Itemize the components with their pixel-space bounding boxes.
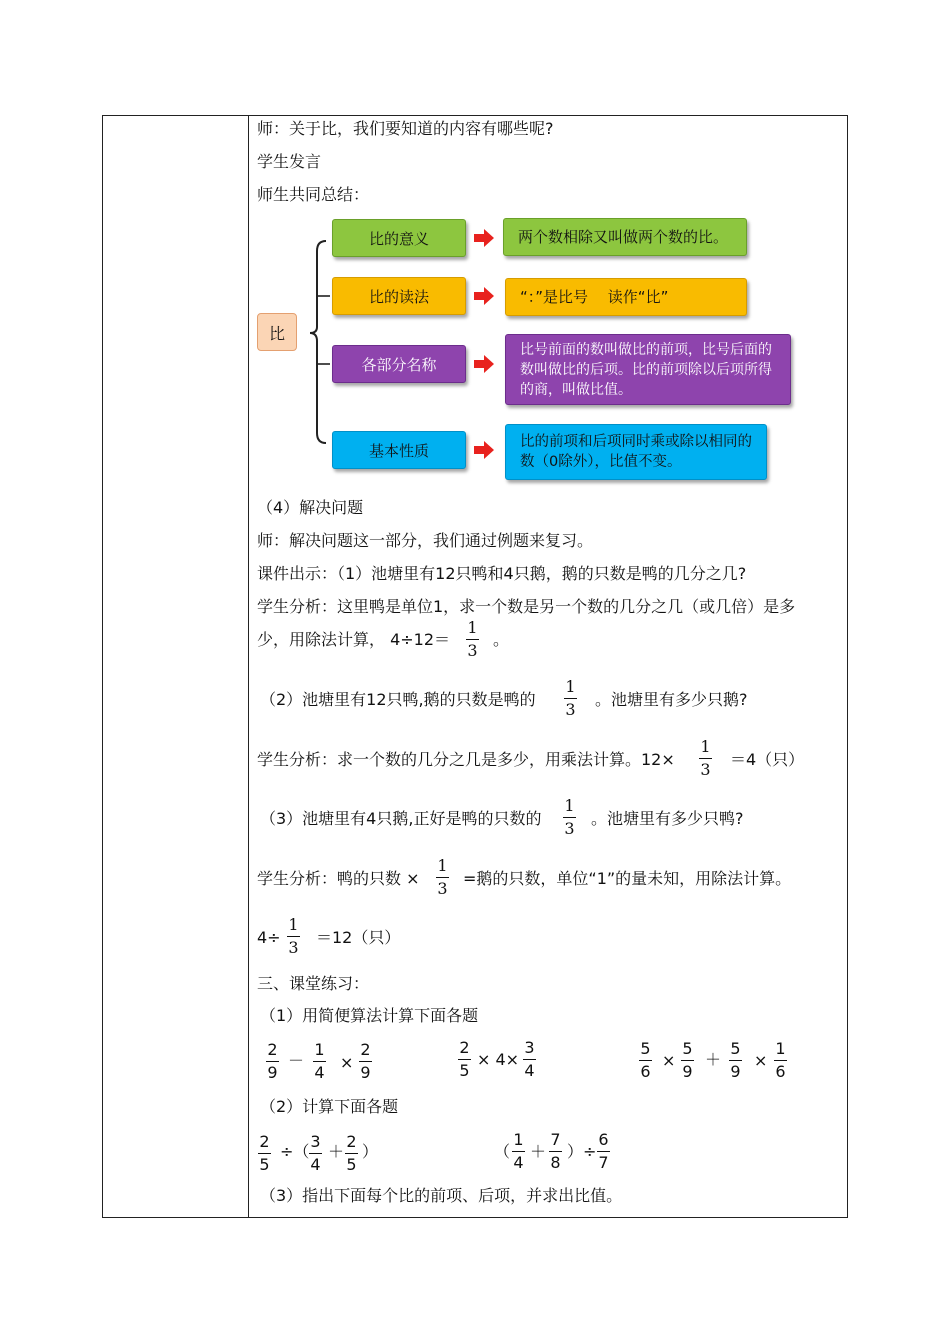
fraction: 3 4 xyxy=(310,1132,321,1174)
fraction: 5 9 xyxy=(682,1039,693,1081)
arrow-right-icon xyxy=(474,229,494,247)
analysis-3-part1: 学生分析：鸭的只数 × xyxy=(257,869,420,888)
desc-property: 比的前项和后项同时乘或除以相同的数（0除外），比值不变。 xyxy=(505,424,767,480)
example-2-part1: （2）池塘里有12只鸭,鹅的只数是鸭的 xyxy=(260,690,536,709)
operator: ＋ xyxy=(530,1142,547,1161)
analysis-3-calc-part2: ＝12（只） xyxy=(316,928,401,947)
analysis-2-part1: 学生分析：求一个数的几分之几是多少，用乘法计算。12× xyxy=(257,750,675,769)
fraction-one-third: 1 3 xyxy=(288,915,299,957)
section-practice: 三、课堂练习： xyxy=(257,974,370,993)
operator: （ xyxy=(494,1142,511,1161)
fraction: 7 8 xyxy=(550,1130,561,1172)
diagram-root: 比 xyxy=(257,313,297,351)
analysis-2-part2: ＝4（只） xyxy=(730,750,805,769)
analysis-3-calc-part1: 4÷ xyxy=(257,928,281,947)
operator: × 4× xyxy=(477,1050,520,1069)
analysis-1-period: 。 xyxy=(493,630,510,649)
example-3-part2: 。池塘里有多少只鸭? xyxy=(591,809,744,828)
fraction: 2 5 xyxy=(346,1132,357,1174)
example-2-part2: 。池塘里有多少只鹅? xyxy=(595,690,748,709)
teacher-intro: 师：解决问题这一部分，我们通过例题来复习。 xyxy=(257,531,594,550)
fraction: 2 5 xyxy=(459,1038,470,1080)
operator: ÷（ xyxy=(280,1142,310,1161)
operator: × xyxy=(754,1051,768,1070)
arrow-right-icon xyxy=(474,441,494,459)
fraction: 3 4 xyxy=(524,1038,535,1080)
analysis-3-part2: =鹅的只数，单位“1”的量未知，用除法计算。 xyxy=(463,869,792,888)
desc-parts: 比号前面的数叫做比的前项，比号后面的数叫做比的后项。比的前项除以后项所得的商，叫做比值。 xyxy=(505,334,791,405)
fraction: 5 6 xyxy=(640,1039,651,1081)
summary-heading: 师生共同总结： xyxy=(257,185,370,204)
fraction: 6 7 xyxy=(598,1130,609,1172)
practice-1-heading: （1）用简便算法计算下面各题 xyxy=(260,1006,479,1025)
operator: × xyxy=(662,1051,676,1070)
operator: － xyxy=(288,1051,305,1070)
fraction-one-third: 1 3 xyxy=(700,737,711,779)
label-reading: 比的读法 xyxy=(332,277,466,315)
example-1: 课件出示：（1）池塘里有12只鸭和4只鹅，鹅的只数是鸭的几分之几? xyxy=(257,564,747,583)
operator: × xyxy=(340,1053,354,1072)
fraction: 1 4 xyxy=(513,1130,524,1172)
column-divider xyxy=(248,115,249,1218)
diagram-brace xyxy=(300,235,340,450)
fraction: 5 9 xyxy=(730,1039,741,1081)
desc-reading: “：”是比号 读作“比” xyxy=(505,278,747,316)
fraction: 2 9 xyxy=(267,1040,278,1082)
arrow-right-icon xyxy=(474,287,494,305)
fraction: 2 5 xyxy=(259,1132,270,1174)
fraction-one-third: 1 3 xyxy=(437,856,448,898)
fraction-one-third: 1 3 xyxy=(565,677,576,719)
fraction-one-third: 1 3 xyxy=(564,796,575,838)
example-3-part1: （3）池塘里有4只鹅,正好是鸭的只数的 xyxy=(260,809,542,828)
label-parts: 各部分名称 xyxy=(332,345,466,383)
fraction-one-third: 1 3 xyxy=(467,618,478,660)
desc-meaning: 两个数相除又叫做两个数的比。 xyxy=(503,218,747,256)
operator: ＋ xyxy=(328,1142,345,1161)
label-property: 基本性质 xyxy=(332,431,466,469)
teacher-question: 师：关于比，我们要知道的内容有哪些呢? xyxy=(257,119,554,138)
fraction: 2 9 xyxy=(360,1040,371,1082)
analysis-1-line2: 少，用除法计算， 4÷12＝ xyxy=(257,630,451,649)
section-solve-problems: （4）解决问题 xyxy=(257,498,364,517)
student-speak: 学生发言 xyxy=(257,152,322,171)
arrow-right-icon xyxy=(474,355,494,373)
practice-2-heading: （2）计算下面各题 xyxy=(260,1097,399,1116)
analysis-1-line1: 学生分析：这里鸭是单位1，求一个数是另一个数的几分之几（或几倍）是多 xyxy=(257,597,796,616)
fraction: 1 4 xyxy=(314,1040,325,1082)
operator: ）÷ xyxy=(567,1142,597,1161)
operator: ） xyxy=(362,1142,379,1161)
operator: ＋ xyxy=(705,1050,722,1069)
fraction: 1 6 xyxy=(775,1039,786,1081)
label-meaning: 比的意义 xyxy=(332,219,466,257)
practice-3-heading: （3）指出下面每个比的前项、后项，并求出比值。 xyxy=(260,1186,623,1205)
